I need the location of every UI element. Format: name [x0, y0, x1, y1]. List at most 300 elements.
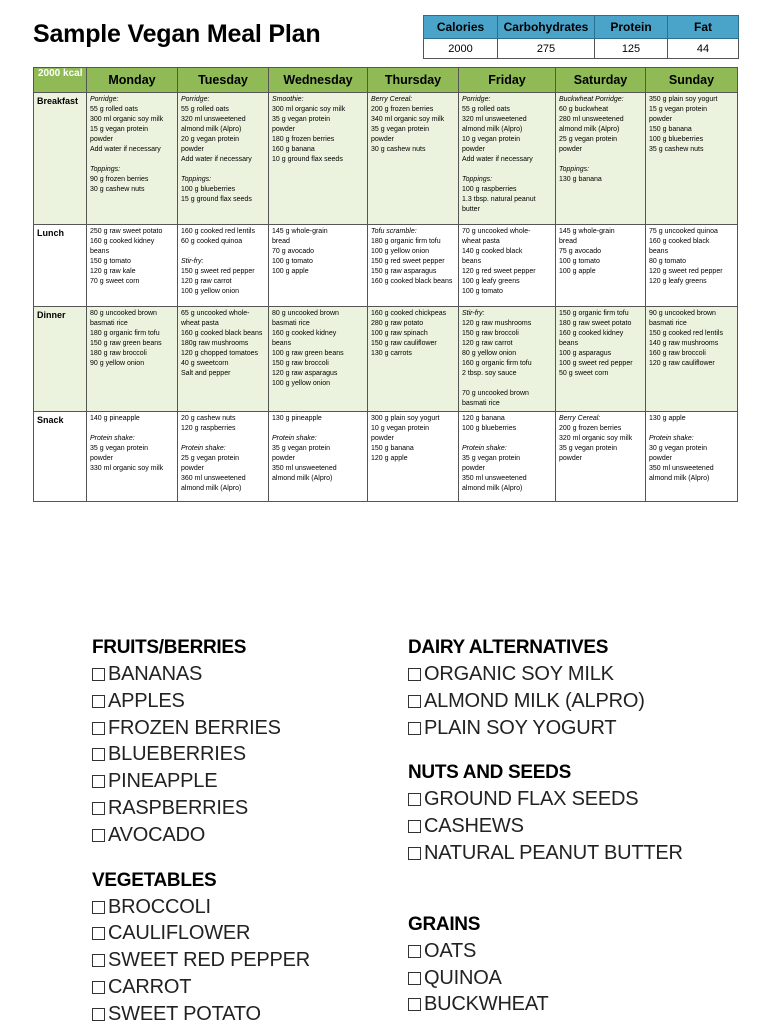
meal-cell-line: 140 g raw mushrooms [649, 340, 719, 347]
shopping-item-label: ORGANIC SOY MILK [424, 663, 614, 685]
meal-cell-line: 160 g cooked red lentils [181, 228, 255, 235]
shopping-item [408, 938, 683, 965]
meal-cell-line: 180g raw mushrooms [181, 340, 249, 347]
meal-cell-line: 120 g raw asparagus [272, 370, 338, 377]
shopping-item-label: FROZEN BERRIES [108, 716, 281, 739]
meal-cell-line: 65 g uncooked whole- [181, 310, 250, 317]
meal-cell [556, 412, 646, 502]
meal-cell-line: 160 g banana [272, 146, 315, 153]
meal-cell-line: 300 g plain soy yogurt [371, 415, 440, 422]
meal-cell-line: 120 g raw carrot [181, 278, 232, 285]
meal-cell-line: Porridge: [462, 96, 491, 103]
checkbox[interactable] [408, 668, 421, 681]
meal-cell-line: 320 ml organic soy milk [559, 435, 633, 442]
meal-cell-line: 150 g raw broccoli [462, 330, 519, 337]
section-heading-nuts: NUTS AND SEEDS [408, 762, 571, 784]
meal-cell-line: powder [272, 126, 295, 133]
day-header: Friday [459, 68, 556, 93]
meal-cell-line: 1.3 tbsp. natural peanut [462, 196, 536, 203]
shopping-item-label: CASHEWS [424, 815, 524, 838]
meal-cell-line: beans [272, 340, 292, 347]
meal-cell-line: 350 ml unsweetened [649, 465, 714, 472]
meal-cell-line: 160 g cooked kidney [272, 330, 337, 337]
meal-cell-line: beans [649, 248, 669, 255]
checkbox[interactable] [408, 945, 421, 958]
meal-row-label: Dinner [34, 307, 87, 412]
macro-header-carbohydrates: Carbohydrates [498, 16, 595, 39]
meal-cell-line: almond milk (Alpro) [272, 475, 333, 482]
meal-cell-line: Protein shake: [181, 445, 226, 452]
shopping-item-label: BUCKWHEAT [424, 993, 549, 1016]
checkbox[interactable] [92, 1008, 105, 1021]
meal-cell-line: powder [649, 455, 672, 462]
meal-cell-line: 150 g raw asparagus [371, 268, 437, 275]
checkbox[interactable] [92, 954, 105, 967]
meal-cell-line: 180 g frozen berries [272, 136, 335, 143]
meal-cell-line: 35 g cashew nuts [649, 146, 704, 153]
meal-cell-line: powder [272, 455, 295, 462]
meal-cell-line: Protein shake: [649, 435, 694, 442]
meal-cell-line [559, 155, 642, 165]
meal-cell-line: powder [649, 116, 672, 123]
meal-cell-line: 70 g avocado [272, 248, 315, 255]
meal-cell [87, 307, 178, 412]
meal-cell [87, 225, 178, 307]
meal-cell-line: Berry Cereal: [371, 96, 413, 103]
shopping-item [92, 974, 310, 1001]
meal-cell [556, 93, 646, 225]
meal-cell-line: 120 g apple [371, 455, 408, 462]
meal-cell-line: 145 g whole-grain [272, 228, 328, 235]
shopping-item [408, 661, 683, 688]
meal-cell-line: 15 g ground flax seeds [181, 196, 252, 203]
checkbox[interactable] [408, 847, 421, 860]
checkbox[interactable] [92, 722, 105, 735]
shopping-item [92, 894, 310, 921]
meal-cell-line: 35 g vegan protein [90, 445, 148, 452]
day-header: Sunday [646, 68, 738, 93]
meal-cell-line: 80 g uncooked brown [272, 310, 339, 317]
shopping-item-label: OATS [424, 939, 477, 962]
meal-cell [269, 225, 368, 307]
meal-cell-line: 35 g vegan protein [272, 445, 330, 452]
meal-cell-line: Protein shake: [90, 435, 135, 442]
meal-cell-line: 360 ml unsweetened [181, 475, 246, 482]
meal-cell-line: almond milk (Alpro) [649, 475, 710, 482]
meal-cell-line [90, 424, 174, 434]
meal-cell-line: almond milk (Alpro) [559, 126, 620, 133]
meal-cell-line: 30 g vegan protein [649, 445, 707, 452]
meal-cell-line: almond milk (Alpro) [181, 126, 242, 133]
meal-cell-line: 350 ml unsweetened [462, 475, 527, 482]
shopping-item-label: PINEAPPLE [108, 770, 218, 793]
meal-cell-line: 160 g cooked kidney [559, 330, 624, 337]
meal-cell-line: 10 g vegan protein [371, 425, 429, 432]
meal-cell-line: Protein shake: [272, 435, 317, 442]
meal-cell-line: Toppings: [559, 166, 590, 173]
meal-cell-line: 130 g pineapple [272, 415, 322, 422]
shopping-item [408, 786, 683, 813]
meal-cell-line: 70 g uncooked whole- [462, 228, 531, 235]
meal-cell-line: 20 g vegan protein [181, 136, 239, 143]
meal-cell-line: 160 g cooked black beans [371, 278, 453, 285]
meal-cell-line: 120 g raw carrot [462, 340, 513, 347]
meal-cell-line: 145 g whole-grain [559, 228, 615, 235]
checkbox[interactable] [92, 927, 105, 940]
meal-cell-line [181, 247, 265, 257]
meal-cell-line: 120 g leafy greens [649, 278, 707, 285]
meal-cell-line: Toppings: [181, 176, 212, 183]
meal-cell-line: 120 g raw mushrooms [462, 320, 532, 327]
meal-cell-line: 130 g carrots [371, 350, 412, 357]
shopping-item [408, 840, 683, 867]
meal-cell-line: 140 g cooked black [462, 248, 523, 255]
shopping-item [408, 965, 683, 992]
macro-value-fat: 44 [668, 39, 739, 59]
meal-cell-line: 60 g buckwheat [559, 106, 609, 113]
meal-cell-line: 130 g apple [649, 415, 686, 422]
shopping-item-label: PLAIN SOY YOGURT [424, 716, 617, 739]
meal-cell-line: 2 tbsp. soy sauce [462, 370, 517, 377]
meal-cell-line: 160 g organic firm tofu [462, 360, 532, 367]
meal-cell-line: 100 g apple [272, 268, 309, 275]
kcal-corner: 2000 kcal [34, 68, 87, 93]
meal-cell-line: powder [559, 455, 582, 462]
meal-cell [269, 412, 368, 502]
meal-cell [178, 412, 269, 502]
meal-row-label: Snack [34, 412, 87, 502]
meal-cell-line: 55 g rolled oats [90, 106, 138, 113]
meal-cell-line: basmati rice [649, 320, 687, 327]
meal-cell-line: Toppings: [90, 166, 121, 173]
meal-cell-line: 200 g frozen berries [371, 106, 434, 113]
meal-cell-line: wheat pasta [181, 320, 219, 327]
checkbox[interactable] [92, 668, 105, 681]
meal-cell-line: 280 ml unsweetened [559, 116, 624, 123]
checkbox[interactable] [92, 775, 105, 788]
meal-cell-line: 250 g raw sweet potato [90, 228, 163, 235]
meal-cell-line: 160 g cooked black beans [181, 330, 263, 337]
meal-cell-line: powder [371, 136, 394, 143]
meal-cell-line: 100 g raw green beans [272, 350, 344, 357]
shopping-item-label: CARROT [108, 975, 192, 998]
shopping-item-label: GROUND FLAX SEEDS [424, 788, 639, 811]
meal-cell-line: 100 g tomato [559, 258, 600, 265]
day-header: Monday [87, 68, 178, 93]
checkbox[interactable] [92, 748, 105, 761]
meal-cell-line: 35 g vegan protein [272, 116, 330, 123]
shopping-item [408, 813, 683, 840]
page-title: Sample Vegan Meal Plan [33, 20, 321, 48]
meal-cell-line: 340 ml organic soy milk [371, 116, 445, 123]
meal-cell-line: 80 g uncooked brown [90, 310, 157, 317]
meal-cell-line: 90 g frozen berries [90, 176, 149, 183]
meal-cell [646, 412, 738, 502]
meal-cell-line: 90 g uncooked brown [649, 310, 716, 317]
meal-cell-line: 350 ml unsweetened [272, 465, 337, 472]
meal-cell-line: basmati rice [462, 400, 500, 407]
meal-cell-line: 140 g pineapple [90, 415, 140, 422]
meal-cell-line: Stir-fry: [462, 310, 485, 317]
meal-cell-line: 120 g banana [462, 415, 505, 422]
meal-cell-line [649, 424, 734, 434]
meal-cell-line: 15 g vegan protein [649, 106, 707, 113]
section-heading-vegetables: VEGETABLES [92, 869, 217, 891]
meal-cell-line [272, 424, 364, 434]
meal-cell-line: 130 g banana [559, 176, 602, 183]
checkbox[interactable] [408, 695, 421, 708]
meal-cell-line: 150 g raw green beans [90, 340, 162, 347]
meal-cell-line: Smoothie: [272, 96, 304, 103]
macro-header-protein: Protein [595, 16, 668, 39]
meal-cell-line: 55 g rolled oats [462, 106, 510, 113]
shopping-item-label: AVOCADO [108, 823, 206, 846]
meal-cell [459, 307, 556, 412]
shopping-item-label: BROCCOLI [108, 895, 211, 918]
shopping-item [92, 947, 310, 974]
meal-cell-line: almond milk (Alpro) [462, 485, 523, 492]
meal-cell-line: Tofu scramble: [371, 228, 417, 235]
shopping-item [408, 715, 683, 742]
meal-cell-line: Add water if necessary [90, 146, 161, 153]
meal-cell-line: 100 g blueberries [649, 136, 704, 143]
meal-cell-line: Buckwheat Porridge: [559, 96, 624, 103]
checkbox[interactable] [408, 972, 421, 985]
shopping-item-label: NATURAL PEANUT BUTTER [424, 841, 683, 864]
meal-cell-line: 120 g raw cauliflower [649, 360, 715, 367]
meal-cell [459, 93, 556, 225]
meal-row-breakfast [34, 93, 738, 225]
meal-cell-line: 100 g blueberries [462, 425, 517, 432]
checkbox[interactable] [408, 793, 421, 806]
meal-cell-line: powder [462, 465, 485, 472]
meal-cell-line: 180 g organic firm tofu [90, 330, 160, 337]
macro-value-calories: 2000 [424, 39, 498, 59]
meal-cell [459, 412, 556, 502]
shopping-item [92, 715, 310, 742]
meal-cell-line: 320 ml unsweetened [462, 116, 527, 123]
meal-cell-line: 90 g yellow onion [90, 360, 145, 367]
shopping-item-label: QUINOA [424, 966, 502, 989]
meal-cell-line: 20 g cashew nuts [181, 415, 236, 422]
meal-row-label: Breakfast [34, 93, 87, 225]
meal-cell [368, 412, 459, 502]
shopping-item [92, 795, 310, 822]
day-header: Wednesday [269, 68, 368, 93]
meal-cell-line: 60 g cooked quinoa [181, 238, 243, 245]
meal-cell-line: 100 g sweet red pepper [559, 360, 633, 367]
meal-cell-line: beans [90, 248, 110, 255]
meal-cell-line: 100 g yellow onion [371, 248, 429, 255]
meal-cell-line: 25 g vegan protein [181, 455, 239, 462]
meal-cell-line: 150 g banana [649, 126, 692, 133]
meal-cell-line: 120 g sweet red pepper [649, 268, 723, 275]
shopping-item [408, 688, 683, 715]
meal-cell-line: 100 g apple [559, 268, 596, 275]
macros-table [423, 15, 739, 59]
meal-row-lunch [34, 225, 738, 307]
meal-cell-line: 35 g vegan protein [462, 455, 520, 462]
meal-cell-line [462, 165, 552, 175]
shopping-item [92, 741, 310, 768]
meal-cell [368, 307, 459, 412]
meal-cell-line: beans [462, 258, 482, 265]
meal-cell-line: 100 g yellow onion [181, 288, 239, 295]
meal-cell-line [90, 155, 174, 165]
shopping-item [92, 661, 310, 688]
meal-cell-line: 150 g organic firm tofu [559, 310, 629, 317]
meal-cell-line: 80 g tomato [649, 258, 686, 265]
shopping-item [92, 822, 310, 849]
meal-cell-line: Porridge: [181, 96, 210, 103]
meal-cell-line: 120 g raspberries [181, 425, 236, 432]
meal-cell-line: 70 g sweet corn [90, 278, 140, 285]
checkbox[interactable] [92, 802, 105, 815]
meal-cell-line: 75 g uncooked quinoa [649, 228, 718, 235]
meal-cell [178, 93, 269, 225]
meal-cell-line: 300 ml organic soy milk [272, 106, 346, 113]
meal-cell-line: basmati rice [90, 320, 128, 327]
macro-value-protein: 125 [595, 39, 668, 59]
meal-cell [646, 225, 738, 307]
meal-cell-line: 100 g tomato [462, 288, 503, 295]
checkbox[interactable] [92, 901, 105, 914]
meal-cell-line: 25 g vegan protein [559, 136, 617, 143]
meal-cell-line: 350 g plain soy yogurt [649, 96, 718, 103]
meal-cell-line: 180 g raw sweet potato [559, 320, 632, 327]
meal-row-dinner [34, 307, 738, 412]
meal-row-label: Lunch [34, 225, 87, 307]
meal-cell [87, 412, 178, 502]
meal-cell-line: Salt and pepper [181, 370, 231, 377]
meal-cell-line: 160 g cooked kidney [90, 238, 155, 245]
meal-cell-line: 30 g cashew nuts [371, 146, 426, 153]
meal-cell [646, 307, 738, 412]
meal-cell-line: 15 g vegan protein [90, 126, 148, 133]
section-heading-dairy: DAIRY ALTERNATIVES [408, 637, 609, 658]
day-header: Thursday [368, 68, 459, 93]
shopping-item [92, 920, 310, 947]
shopping-item-label: ALMOND MILK (ALPRO) [424, 689, 645, 712]
day-header: Saturday [556, 68, 646, 93]
meal-cell-line: Berry Cereal: [559, 415, 601, 422]
meal-cell-line [462, 434, 552, 444]
meal-cell-line: almond milk (Alpro) [462, 126, 523, 133]
meal-cell-line: Protein shake: [462, 445, 507, 452]
meal-cell [87, 93, 178, 225]
meal-cell-line: 30 g cashew nuts [90, 186, 145, 193]
meal-cell-line: wheat pasta [462, 238, 500, 245]
meal-cell-line: powder [90, 455, 113, 462]
meal-cell-line [462, 379, 552, 389]
meal-row-snack [34, 412, 738, 502]
checkbox[interactable] [92, 829, 105, 842]
meal-cell-line: Add water if necessary [181, 156, 252, 163]
shopping-item-label: BLUEBERRIES [108, 743, 246, 766]
meal-cell [556, 307, 646, 412]
shopping-item-label: CAULIFLOWER [108, 922, 251, 945]
section-heading-fruits: FRUITS/BERRIES [92, 637, 247, 658]
meal-cell-line: 280 g raw potato [371, 320, 424, 327]
meal-cell-line: 55 g rolled oats [181, 106, 229, 113]
meal-cell-line: 120 g chopped tomatoes [181, 350, 259, 357]
meal-cell-line: powder [559, 146, 582, 153]
meal-cell-line: 120 g raw kale [90, 268, 136, 275]
meal-cell-line: Porridge: [90, 96, 119, 103]
meal-cell-line: Add water if necessary [462, 156, 533, 163]
meal-cell-line: 200 g frozen berries [559, 425, 622, 432]
shopping-item-label: SWEET RED PEPPER [108, 949, 311, 972]
meal-cell-line: 10 g ground flax seeds [272, 156, 343, 163]
shopping-item [92, 688, 310, 715]
meal-cell-line: 120 g red sweet pepper [462, 268, 536, 275]
meal-cell-line: 35 g vegan protein [371, 126, 429, 133]
meal-cell [368, 225, 459, 307]
macro-header-fat: Fat [668, 16, 739, 39]
meal-cell-line: basmati rice [272, 320, 310, 327]
checkbox[interactable] [408, 820, 421, 833]
meal-cell-line: 70 g uncooked brown [462, 390, 529, 397]
meal-cell-line: Toppings: [462, 176, 493, 183]
checkbox[interactable] [92, 981, 105, 994]
meal-cell [269, 307, 368, 412]
macro-header-calories: Calories [424, 16, 498, 39]
section-heading-grains: GRAINS [408, 913, 481, 935]
checkbox[interactable] [408, 998, 421, 1011]
meal-cell-line: 150 g raw cauliflower [371, 340, 437, 347]
meal-cell-line: 150 g raw broccoli [272, 360, 329, 367]
day-header: Tuesday [178, 68, 269, 93]
meal-cell-line: 50 g sweet corn [559, 370, 609, 377]
checkbox[interactable] [408, 722, 421, 735]
meal-cell-line: 100 g blueberries [181, 186, 236, 193]
meal-cell-line: Stir-fry: [181, 258, 204, 265]
meal-cell-line: powder [181, 465, 204, 472]
meal-cell-line: 150 g red sweet pepper [371, 258, 445, 265]
meal-cell-line: butter [462, 206, 480, 213]
meal-cell-line: 100 g asparagus [559, 350, 612, 357]
meal-cell-line: 10 g vegan protein [462, 136, 520, 143]
meal-cell-line: 160 g cooked black [649, 238, 710, 245]
meal-cell-line: 150 g sweet red pepper [181, 268, 255, 275]
meal-cell-line: 180 g organic firm tofu [371, 238, 441, 245]
meal-cell-line: powder [90, 136, 113, 143]
shopping-list-left [92, 634, 310, 1028]
meal-cell-line: 40 g sweetcorn [181, 360, 229, 367]
meal-cell-line: 100 g yellow onion [272, 380, 330, 387]
meal-cell-line: 80 g yellow onion [462, 350, 517, 357]
meal-cell-line [181, 434, 265, 444]
macro-value-carbohydrates: 275 [498, 39, 595, 59]
meal-cell-line: 320 ml unsweetened [181, 116, 246, 123]
meal-cell-line: 100 g raspberries [462, 186, 517, 193]
shopping-item-label: SWEET POTATO [108, 1002, 261, 1025]
meal-cell-line: 100 g tomato [272, 258, 313, 265]
shopping-item-label: RASPBERRIES [108, 796, 249, 819]
meal-cell-line: bread [272, 238, 290, 245]
meal-cell-line: powder [371, 435, 394, 442]
meal-cell-line: 150 g banana [371, 445, 414, 452]
meal-cell [556, 225, 646, 307]
meal-cell [269, 93, 368, 225]
checkbox[interactable] [92, 695, 105, 708]
meal-cell-line: 180 g raw broccoli [90, 350, 147, 357]
meal-cell-line: 330 ml organic soy milk [90, 465, 164, 472]
meal-cell-line: 150 g tomato [90, 258, 131, 265]
shopping-item-label: APPLES [108, 689, 185, 712]
meal-cell [646, 93, 738, 225]
meal-cell-line: 100 g raw spinach [371, 330, 428, 337]
